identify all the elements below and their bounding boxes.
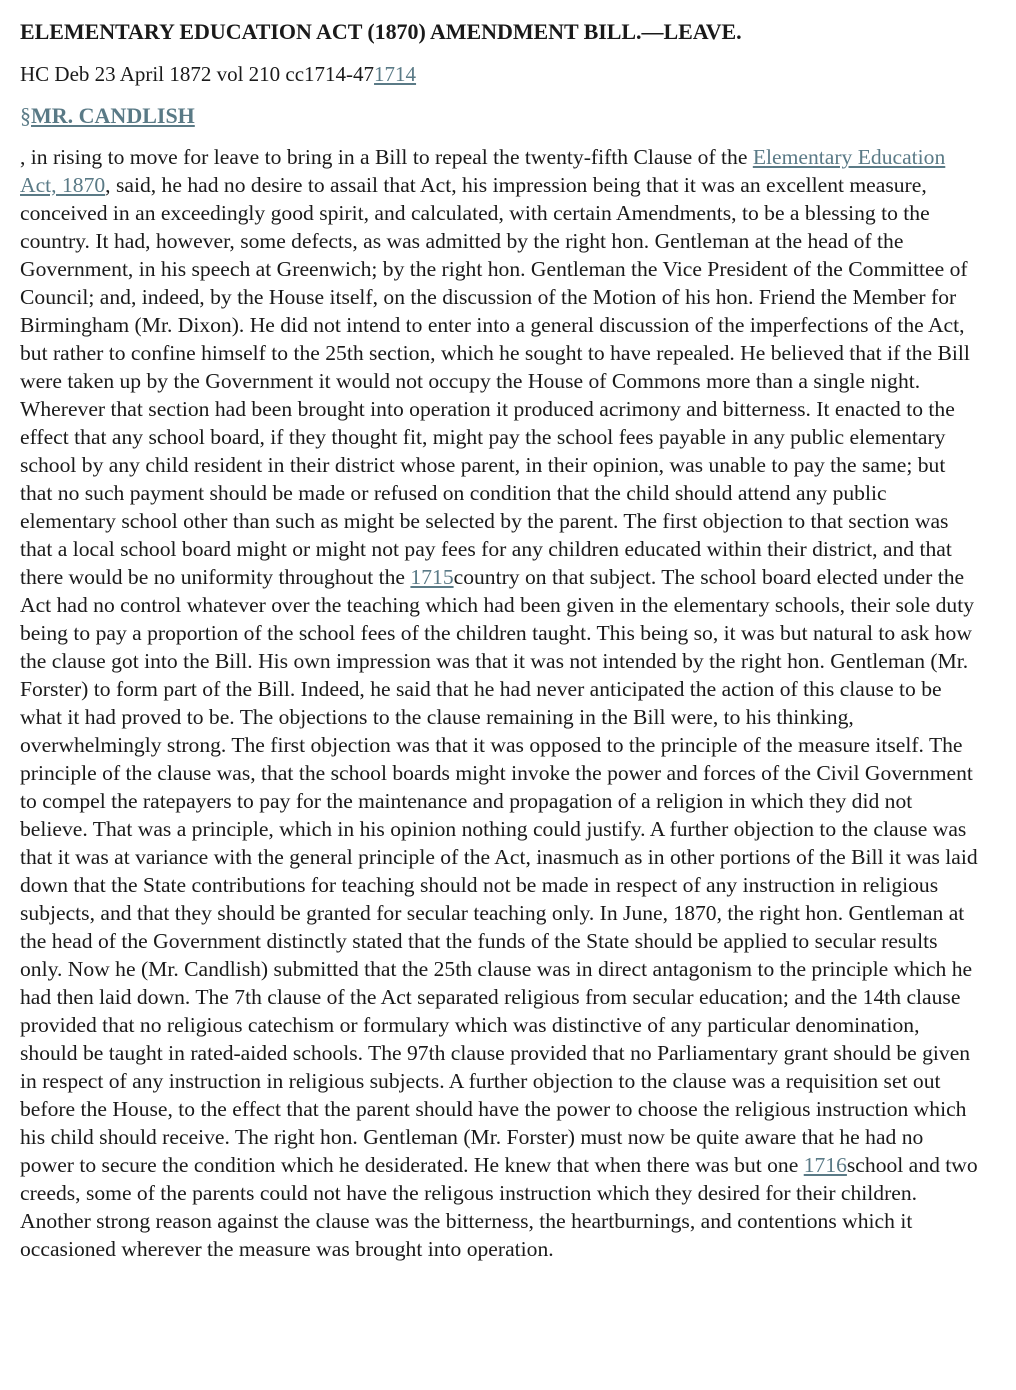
speaker-link[interactable]: MR. CANDLISH bbox=[31, 103, 195, 128]
column-link-1715[interactable]: 1715 bbox=[410, 565, 454, 589]
column-link-1714[interactable]: 1714 bbox=[374, 62, 417, 86]
citation-line bbox=[20, 60, 996, 88]
speech-body bbox=[20, 143, 980, 1263]
section-mark-icon: § bbox=[20, 103, 31, 128]
speech-text-part-2: , said, he had no desire to assail that Act, his impression being that it was an excellent measure, conceived in an exceedingly good spirit, and calculated, with certain Amendments, to be a blessing to the country. It had, however, some defects, as was admitted by the right hon. Gentleman at the head of the Government, in his speech at Greenwich; by the right hon. Gentleman the Vice President of the Committee of Council; and, indeed, by the House itself, on the discussion of the Motion of his hon. Friend the Member for Birmingham (Mr. Dixon). He did not intend to enter into a general discussion of the imperfections of the Act, but rather to confine himself to the 25th section, which he sought to have repealed. He believed that if the Bill were taken up by the Government it would not occupy the House of Commons more than a single night. Wherever that section had been brought into operation it produced acrimony and bitterness. It enacted to the effect that any school board, if they thought fit, might pay the school fees payable in any public elementary school by any child resident in their district whose parent, in their opinion, was unable to pay the same; but that no such payment should be made or refused on condition that the child should attend any public elementary school other than such as might be selected by the parent. The first objection to that section was that a local school board might or might not pay fees for any children educated within their district, and that there would be no uniformity throughout the bbox=[20, 173, 970, 589]
column-link-1716[interactable]: 1716 bbox=[803, 1153, 847, 1177]
speaker-heading bbox=[20, 102, 996, 130]
speech-text-part-3: country on that subject. The school board elected under the Act had no control whatever over the teaching which had been given in the elementary schools, their sole duty being to pay a proportion of the school fees of the children taught. This being so, it was but natural to ask how the clause got into the Bill. His own impression was that it was not intended by the right hon. Gentleman (Mr. Forster) to form part of the Bill. Indeed, he said that he had never anticipated the action of this clause to be what it had proved to be. The objections to the clause remaining in the Bill were, to his thinking, overwhelmingly strong. The first objection was that it was opposed to the principle of the measure itself. The principle of the clause was, that the school boards might invoke the power and forces of the Civil Government to compel the ratepayers to pay for the maintenance and propagation of a religion in which they did not believe. That was a principle, which in his opinion nothing could justify. A further objection to the clause was that it was at variance with the general principle of the Act, inasmuch as in other portions of the Bill it was laid down that the State contributions for teaching should not be made in respect of any instruction in religious subjects, and that they should be granted for secular teaching only. In June, 1870, the right hon. Gentleman at the head of the Government distinctly stated that the funds of the State should be applied to secular results only. Now he (Mr. Candlish) submitted that the 25th clause was in direct antagonism to the principle which he had then laid down. The 7th clause of the Act separated religious from secular education; and the 14th clause provided that no religious catechism or formulary which was distinctive of any particular denomination, should be taught in rated-aided schools. The 97th clause provided that no Parliamentary grant should be given in respect of any instruction in religious subjects. A further objection to the clause was a requisition set out before the House, to the effect that the parent should have the power to choose the religious instruction which his child should receive. The right hon. Gentleman (Mr. Forster) must now be quite aware that he had no power to secure the condition which he desiderated. He knew that when there was but one bbox=[20, 565, 978, 1177]
citation-text: HC Deb 23 April 1872 vol 210 cc1714-47 bbox=[20, 62, 375, 86]
act-link[interactable]: Elementary Education Act, 1870 bbox=[20, 145, 946, 197]
speech-text-part-4: school and two creeds, some of the parents could not have the religous instruction which they desired for their children. Another strong reason against the clause was the bitterness, the heartburnings, and contentions which it occasioned wherever the measure was brought into operation. bbox=[20, 1153, 978, 1261]
page-title: ELEMENTARY EDUCATION ACT (1870) AMENDMENT BILL.—LEAVE. bbox=[20, 19, 742, 44]
speech-text-part-1: , in rising to move for leave to bring in a Bill to repeal the twenty-fifth Clause of the bbox=[20, 145, 753, 169]
